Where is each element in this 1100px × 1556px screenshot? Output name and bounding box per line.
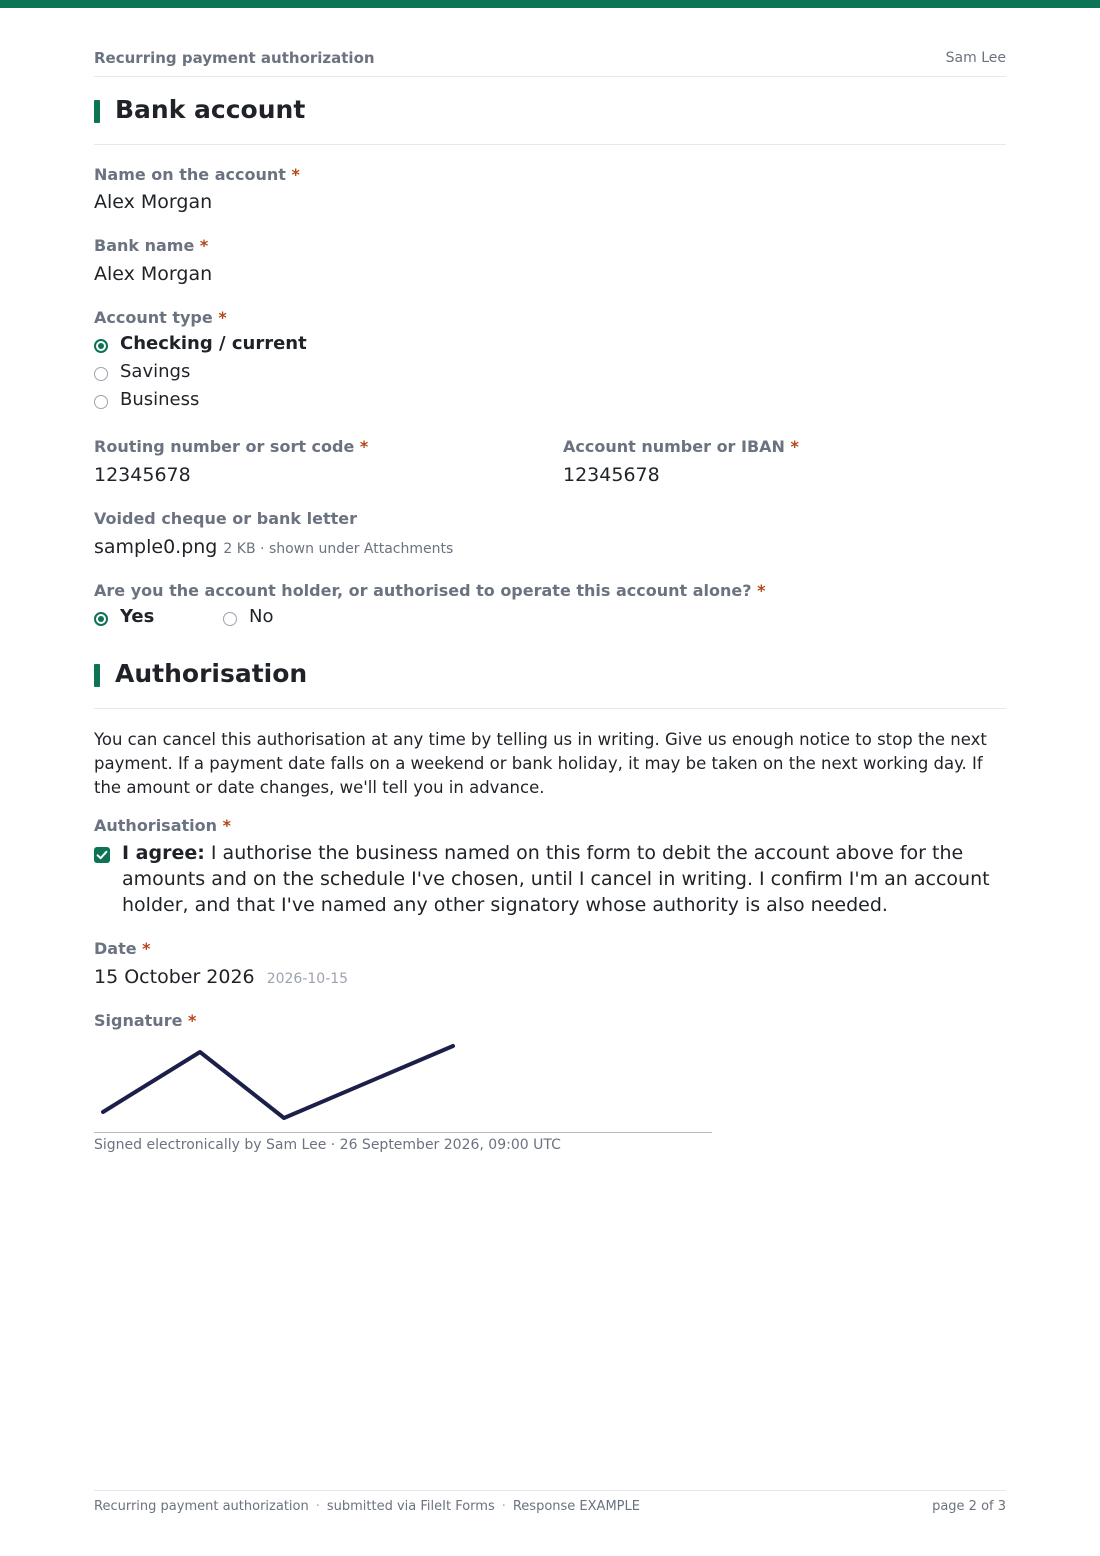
account-holder-label: Are you the account holder, or authorised to operate this account alone? * [94,581,766,600]
footer-info: Recurring payment authorization · submitted via FileIt Forms · Response EXAMPLE [94,1499,640,1514]
footer-via: submitted via FileIt Forms [326,1499,495,1514]
required-marker: * [188,1011,197,1030]
section-title: Authorisation [115,659,308,688]
account-number-value: 12345678 [563,464,660,486]
signature-label: Signature * [94,1011,197,1030]
agree-checkbox[interactable] [94,847,110,863]
signature-image [94,1036,474,1128]
signature-caption: Signed electronically by Sam Lee · 26 September 2026, 09:00 UTC [94,1137,561,1153]
page-footer [94,1490,1006,1521]
section-marker [94,100,100,123]
agree-text: I authorise the business named on this form to debit the account above for the amounts and on the schedule I've chosen, until I cancel in writing. I confirm I'm an account holder, and that I've named any other signatory whose authority is also needed. [122,842,990,916]
required-marker: * [359,437,369,456]
section-bank-account [94,95,1006,145]
attachment-filename[interactable]: sample0.png [94,536,218,558]
attachment-note: shown under Attachments [268,541,454,557]
account-number-label: Account number or IBAN * [563,437,799,456]
radio-selected-icon [94,339,108,353]
form-title: Recurring payment authorization [94,49,375,67]
radio-empty-icon [223,612,237,626]
required-marker: * [790,437,799,456]
required-marker: * [142,939,151,958]
attachment-value: sample0.png 2 KB · shown under Attachments [94,536,454,558]
user-name: Sam Lee [945,50,1006,66]
section-title: Bank account [115,95,306,124]
required-marker: * [757,581,766,600]
radio-label: Savings [120,361,191,382]
authorisation-intro: You can cancel this authorisation at any time by telling us in writing. Give us enough notice to stop the next payment. If a payment date falls on a weekend or bank holiday, it may be taken on the next working day. If the amount or date changes, we'll tell you in advance. [94,730,987,797]
date-text: 15 October 2026 [94,966,255,988]
required-marker: * [218,308,227,327]
account-name-label: Name on the account * [94,165,300,184]
footer-response: Response EXAMPLE [512,1499,640,1514]
radio-label: Business [120,389,200,410]
bank-name-label: Bank name * [94,236,209,255]
account-name-value: Alex Morgan [94,191,213,213]
checkmark-icon [94,847,110,863]
required-marker: * [199,236,209,255]
section-authorisation [94,659,1006,709]
radio-label: No [249,606,274,627]
bank-name-value: Alex Morgan [94,263,213,285]
footer-form-name: Recurring payment authorization [94,1499,309,1514]
section-marker [94,664,100,687]
required-marker: * [222,816,231,835]
page-header [94,49,1006,77]
attachment-size: 2 KB [223,541,256,557]
date-label: Date * [94,939,151,958]
routing-value: 12345678 [94,464,191,486]
date-value [94,966,348,988]
account-type-label: Account type * [94,308,227,327]
attachment-label: Voided cheque or bank letter [94,509,357,528]
required-marker: * [291,165,300,184]
date-iso: 2026-10-15 [266,971,349,987]
signature-line [94,1132,712,1133]
radio-label: Yes [120,606,155,627]
radio-label: Checking / current [120,333,307,354]
radio-selected-icon [94,612,108,626]
radio-empty-icon [94,367,108,381]
top-accent-bar [0,0,1100,8]
agree-bold: I agree: [122,842,205,864]
routing-label: Routing number or sort code * [94,437,369,456]
agree-statement [122,840,1006,918]
page-number: page 2 of 3 [932,1499,1006,1514]
radio-empty-icon [94,395,108,409]
authorisation-label: Authorisation * [94,816,231,835]
